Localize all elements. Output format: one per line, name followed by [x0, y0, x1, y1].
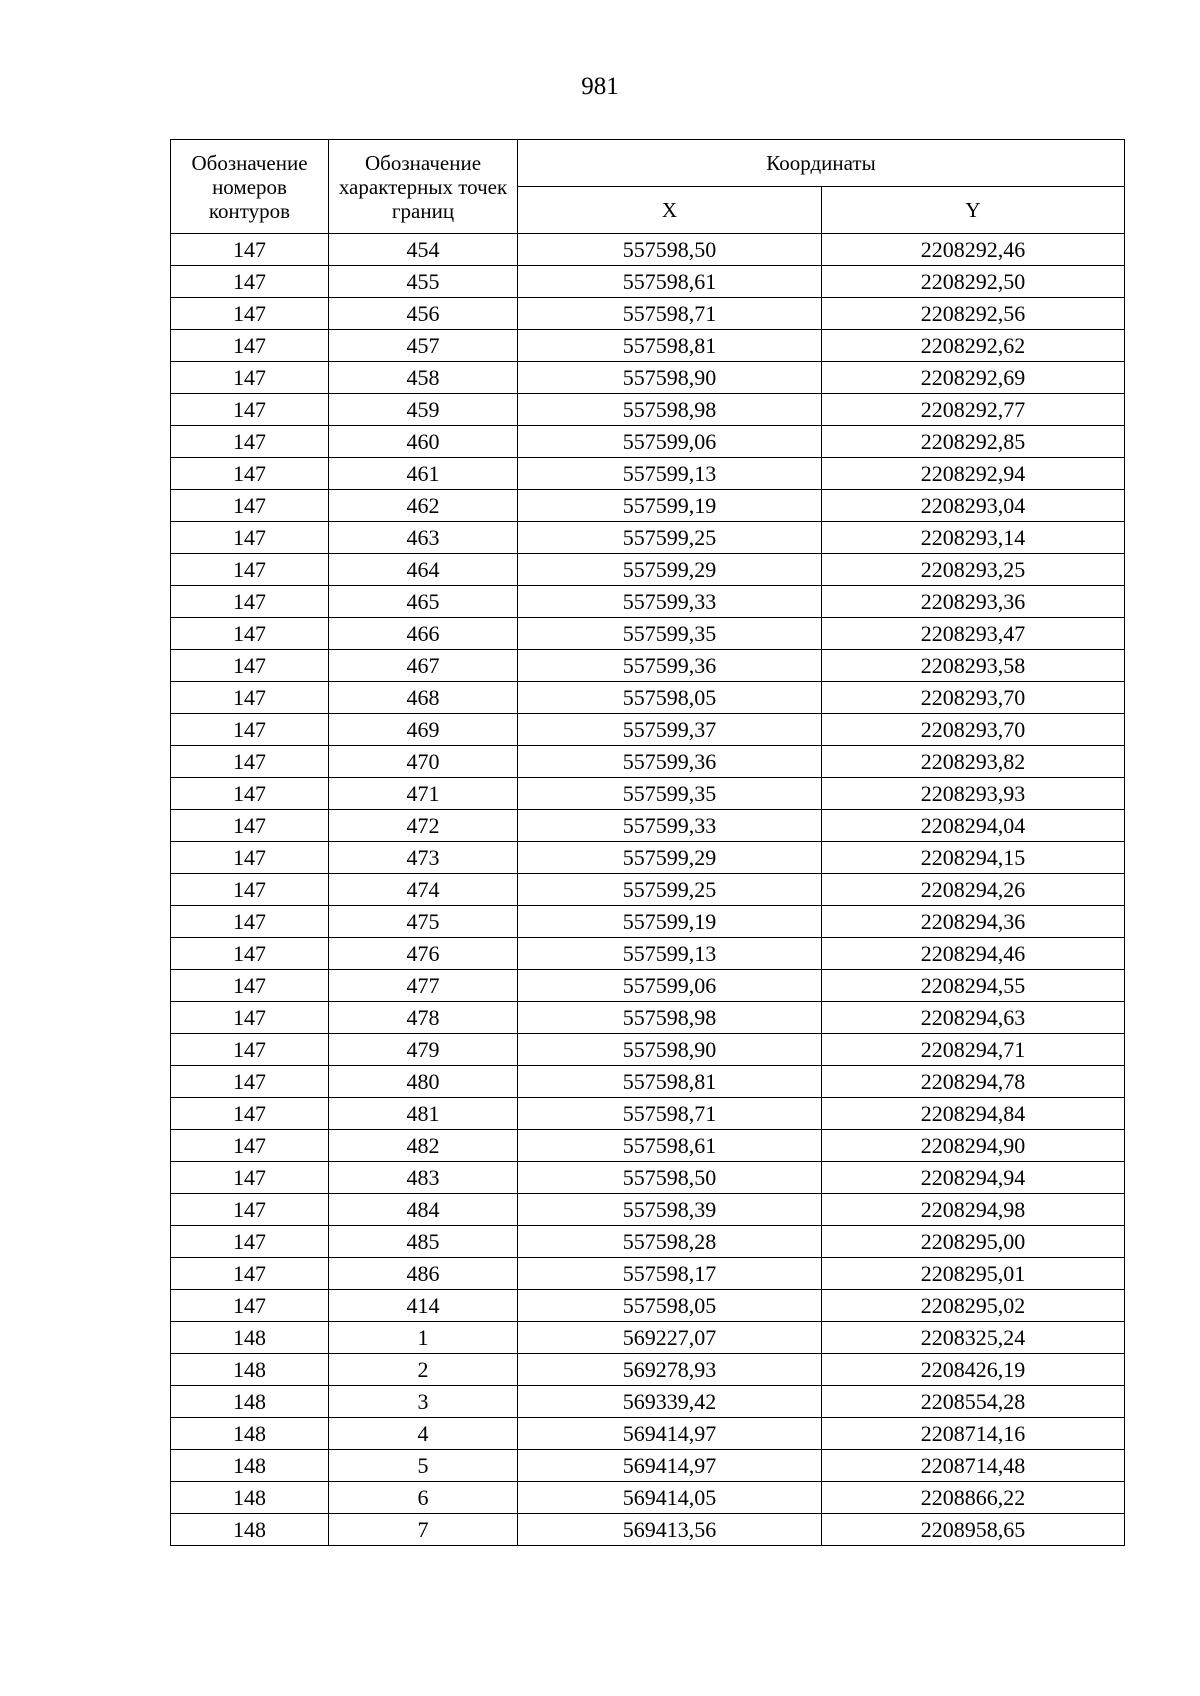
contour-cell: 147	[171, 266, 329, 298]
table-row	[171, 1098, 1125, 1130]
x-cell: 557599,35	[518, 778, 822, 810]
point-cell: 470	[329, 746, 518, 778]
contour-cell: 147	[171, 778, 329, 810]
x-cell: 557598,61	[518, 1130, 822, 1162]
contour-cell: 147	[171, 746, 329, 778]
table-row	[171, 266, 1125, 298]
table-row	[171, 1258, 1125, 1290]
y-cell: 2208292,50	[822, 266, 1125, 298]
table-row	[171, 1130, 1125, 1162]
y-cell: 2208293,36	[822, 586, 1125, 618]
table-row	[171, 1226, 1125, 1258]
x-cell: 557599,13	[518, 938, 822, 970]
contour-cell: 147	[171, 1258, 329, 1290]
table-row	[171, 1194, 1125, 1226]
y-cell: 2208294,46	[822, 938, 1125, 970]
table-row	[171, 1162, 1125, 1194]
contour-cell: 147	[171, 938, 329, 970]
table-row	[171, 650, 1125, 682]
y-cell: 2208958,65	[822, 1514, 1125, 1546]
x-cell: 557598,61	[518, 266, 822, 298]
table-row	[171, 426, 1125, 458]
point-cell: 466	[329, 618, 518, 650]
x-cell: 569414,97	[518, 1450, 822, 1482]
contour-cell: 147	[171, 650, 329, 682]
table-row	[171, 938, 1125, 970]
y-cell: 2208866,22	[822, 1482, 1125, 1514]
y-cell: 2208292,69	[822, 362, 1125, 394]
y-cell: 2208292,77	[822, 394, 1125, 426]
y-cell: 2208293,25	[822, 554, 1125, 586]
contour-cell: 147	[171, 1066, 329, 1098]
x-cell: 557599,36	[518, 746, 822, 778]
contour-cell: 147	[171, 842, 329, 874]
contour-cell: 148	[171, 1354, 329, 1386]
contour-cell: 148	[171, 1482, 329, 1514]
x-cell: 557599,29	[518, 554, 822, 586]
point-cell: 480	[329, 1066, 518, 1098]
point-cell: 474	[329, 874, 518, 906]
table-row	[171, 906, 1125, 938]
y-cell: 2208294,26	[822, 874, 1125, 906]
coordinates-table	[170, 139, 1125, 1546]
y-cell: 2208554,28	[822, 1386, 1125, 1418]
contour-cell: 147	[171, 1034, 329, 1066]
contour-cell: 147	[171, 298, 329, 330]
contour-cell: 148	[171, 1418, 329, 1450]
point-cell: 485	[329, 1226, 518, 1258]
table-row	[171, 1354, 1125, 1386]
table-row	[171, 522, 1125, 554]
header-x: X	[518, 187, 822, 234]
y-cell: 2208293,70	[822, 714, 1125, 746]
y-cell: 2208292,56	[822, 298, 1125, 330]
table-row	[171, 1290, 1125, 1322]
y-cell: 2208294,55	[822, 970, 1125, 1002]
contour-cell: 147	[171, 906, 329, 938]
x-cell: 557599,19	[518, 906, 822, 938]
x-cell: 557598,81	[518, 330, 822, 362]
point-cell: 455	[329, 266, 518, 298]
table-row	[171, 1322, 1125, 1354]
point-cell: 483	[329, 1162, 518, 1194]
point-cell: 2	[329, 1354, 518, 1386]
contour-cell: 147	[171, 874, 329, 906]
contour-cell: 147	[171, 1162, 329, 1194]
contour-cell: 147	[171, 1130, 329, 1162]
point-cell: 414	[329, 1290, 518, 1322]
table-row	[171, 746, 1125, 778]
y-cell: 2208426,19	[822, 1354, 1125, 1386]
contour-cell: 147	[171, 810, 329, 842]
table-row	[171, 618, 1125, 650]
y-cell: 2208294,90	[822, 1130, 1125, 1162]
x-cell: 569414,05	[518, 1482, 822, 1514]
x-cell: 557598,71	[518, 298, 822, 330]
contour-cell: 147	[171, 1290, 329, 1322]
x-cell: 557598,98	[518, 394, 822, 426]
header-y: Y	[822, 187, 1125, 234]
table-row	[171, 1418, 1125, 1450]
y-cell: 2208293,58	[822, 650, 1125, 682]
contour-cell: 147	[171, 522, 329, 554]
point-cell: 472	[329, 810, 518, 842]
x-cell: 557598,90	[518, 1034, 822, 1066]
table-body	[171, 234, 1125, 1546]
table-row	[171, 554, 1125, 586]
point-cell: 482	[329, 1130, 518, 1162]
contour-cell: 147	[171, 970, 329, 1002]
x-cell: 569413,56	[518, 1514, 822, 1546]
point-cell: 469	[329, 714, 518, 746]
y-cell: 2208294,94	[822, 1162, 1125, 1194]
contour-cell: 147	[171, 426, 329, 458]
x-cell: 557599,33	[518, 810, 822, 842]
page-number: 981	[581, 73, 619, 100]
y-cell: 2208294,78	[822, 1066, 1125, 1098]
y-cell: 2208294,98	[822, 1194, 1125, 1226]
table-row	[171, 1034, 1125, 1066]
table-header	[171, 140, 1125, 234]
contour-cell: 147	[171, 490, 329, 522]
y-cell: 2208293,82	[822, 746, 1125, 778]
point-cell: 462	[329, 490, 518, 522]
header-coordinates: Координаты	[518, 140, 1125, 187]
table-row	[171, 682, 1125, 714]
point-cell: 456	[329, 298, 518, 330]
table-row	[171, 1386, 1125, 1418]
y-cell: 2208295,00	[822, 1226, 1125, 1258]
x-cell: 557599,35	[518, 618, 822, 650]
contour-cell: 147	[171, 234, 329, 266]
point-cell: 461	[329, 458, 518, 490]
point-cell: 460	[329, 426, 518, 458]
table-row	[171, 234, 1125, 266]
y-cell: 2208294,15	[822, 842, 1125, 874]
x-cell: 557599,19	[518, 490, 822, 522]
contour-cell: 147	[171, 618, 329, 650]
contour-cell: 147	[171, 330, 329, 362]
x-cell: 557599,06	[518, 970, 822, 1002]
contour-cell: 147	[171, 1098, 329, 1130]
point-cell: 1	[329, 1322, 518, 1354]
x-cell: 557598,50	[518, 1162, 822, 1194]
point-cell: 476	[329, 938, 518, 970]
point-cell: 481	[329, 1098, 518, 1130]
contour-cell: 147	[171, 1002, 329, 1034]
y-cell: 2208292,62	[822, 330, 1125, 362]
table-row	[171, 778, 1125, 810]
contour-cell: 148	[171, 1450, 329, 1482]
table-row	[171, 394, 1125, 426]
contour-cell: 147	[171, 586, 329, 618]
x-cell: 557599,33	[518, 586, 822, 618]
x-cell: 557599,13	[518, 458, 822, 490]
x-cell: 557598,90	[518, 362, 822, 394]
table-row	[171, 490, 1125, 522]
table-row	[171, 874, 1125, 906]
x-cell: 557598,05	[518, 1290, 822, 1322]
y-cell: 2208293,14	[822, 522, 1125, 554]
point-cell: 484	[329, 1194, 518, 1226]
point-cell: 454	[329, 234, 518, 266]
table-row	[171, 842, 1125, 874]
x-cell: 569339,42	[518, 1386, 822, 1418]
table-row	[171, 1002, 1125, 1034]
x-cell: 557598,71	[518, 1098, 822, 1130]
contour-cell: 147	[171, 554, 329, 586]
point-cell: 4	[329, 1418, 518, 1450]
x-cell: 557598,05	[518, 682, 822, 714]
y-cell: 2208325,24	[822, 1322, 1125, 1354]
point-cell: 457	[329, 330, 518, 362]
contour-cell: 147	[171, 458, 329, 490]
point-cell: 459	[329, 394, 518, 426]
contour-cell: 147	[171, 682, 329, 714]
point-cell: 458	[329, 362, 518, 394]
y-cell: 2208294,84	[822, 1098, 1125, 1130]
x-cell: 557598,28	[518, 1226, 822, 1258]
contour-cell: 147	[171, 1194, 329, 1226]
y-cell: 2208295,01	[822, 1258, 1125, 1290]
point-cell: 463	[329, 522, 518, 554]
x-cell: 569278,93	[518, 1354, 822, 1386]
x-cell: 569414,97	[518, 1418, 822, 1450]
point-cell: 3	[329, 1386, 518, 1418]
x-cell: 557599,06	[518, 426, 822, 458]
table-row	[171, 810, 1125, 842]
y-cell: 2208294,63	[822, 1002, 1125, 1034]
y-cell: 2208293,04	[822, 490, 1125, 522]
contour-cell: 148	[171, 1322, 329, 1354]
point-cell: 486	[329, 1258, 518, 1290]
contour-cell: 148	[171, 1514, 329, 1546]
table-row	[171, 1514, 1125, 1546]
y-cell: 2208292,85	[822, 426, 1125, 458]
y-cell: 2208293,47	[822, 618, 1125, 650]
point-cell: 6	[329, 1482, 518, 1514]
y-cell: 2208292,94	[822, 458, 1125, 490]
table-row	[171, 458, 1125, 490]
y-cell: 2208293,70	[822, 682, 1125, 714]
y-cell: 2208294,04	[822, 810, 1125, 842]
contour-cell: 148	[171, 1386, 329, 1418]
x-cell: 569227,07	[518, 1322, 822, 1354]
point-cell: 467	[329, 650, 518, 682]
y-cell: 2208295,02	[822, 1290, 1125, 1322]
point-cell: 7	[329, 1514, 518, 1546]
point-cell: 5	[329, 1450, 518, 1482]
table-row	[171, 1066, 1125, 1098]
point-cell: 471	[329, 778, 518, 810]
point-cell: 475	[329, 906, 518, 938]
table-row	[171, 586, 1125, 618]
x-cell: 557599,25	[518, 874, 822, 906]
contour-cell: 147	[171, 1226, 329, 1258]
x-cell: 557598,17	[518, 1258, 822, 1290]
y-cell: 2208293,93	[822, 778, 1125, 810]
table-row	[171, 1450, 1125, 1482]
y-cell: 2208292,46	[822, 234, 1125, 266]
header-point: Обозначение характерных точек границ	[329, 140, 518, 234]
point-cell: 473	[329, 842, 518, 874]
contour-cell: 147	[171, 394, 329, 426]
point-cell: 477	[329, 970, 518, 1002]
point-cell: 478	[329, 1002, 518, 1034]
contour-cell: 147	[171, 714, 329, 746]
table-row	[171, 1482, 1125, 1514]
y-cell: 2208714,48	[822, 1450, 1125, 1482]
x-cell: 557598,39	[518, 1194, 822, 1226]
point-cell: 479	[329, 1034, 518, 1066]
table-row	[171, 714, 1125, 746]
point-cell: 464	[329, 554, 518, 586]
header-contour: Обозначение номеров контуров	[171, 140, 329, 234]
x-cell: 557599,25	[518, 522, 822, 554]
x-cell: 557599,36	[518, 650, 822, 682]
table-row	[171, 330, 1125, 362]
table-row	[171, 298, 1125, 330]
point-cell: 465	[329, 586, 518, 618]
x-cell: 557599,37	[518, 714, 822, 746]
table-row	[171, 970, 1125, 1002]
x-cell: 557598,50	[518, 234, 822, 266]
x-cell: 557598,98	[518, 1002, 822, 1034]
contour-cell: 147	[171, 362, 329, 394]
y-cell: 2208294,36	[822, 906, 1125, 938]
y-cell: 2208714,16	[822, 1418, 1125, 1450]
table-row	[171, 362, 1125, 394]
y-cell: 2208294,71	[822, 1034, 1125, 1066]
x-cell: 557598,81	[518, 1066, 822, 1098]
x-cell: 557599,29	[518, 842, 822, 874]
point-cell: 468	[329, 682, 518, 714]
